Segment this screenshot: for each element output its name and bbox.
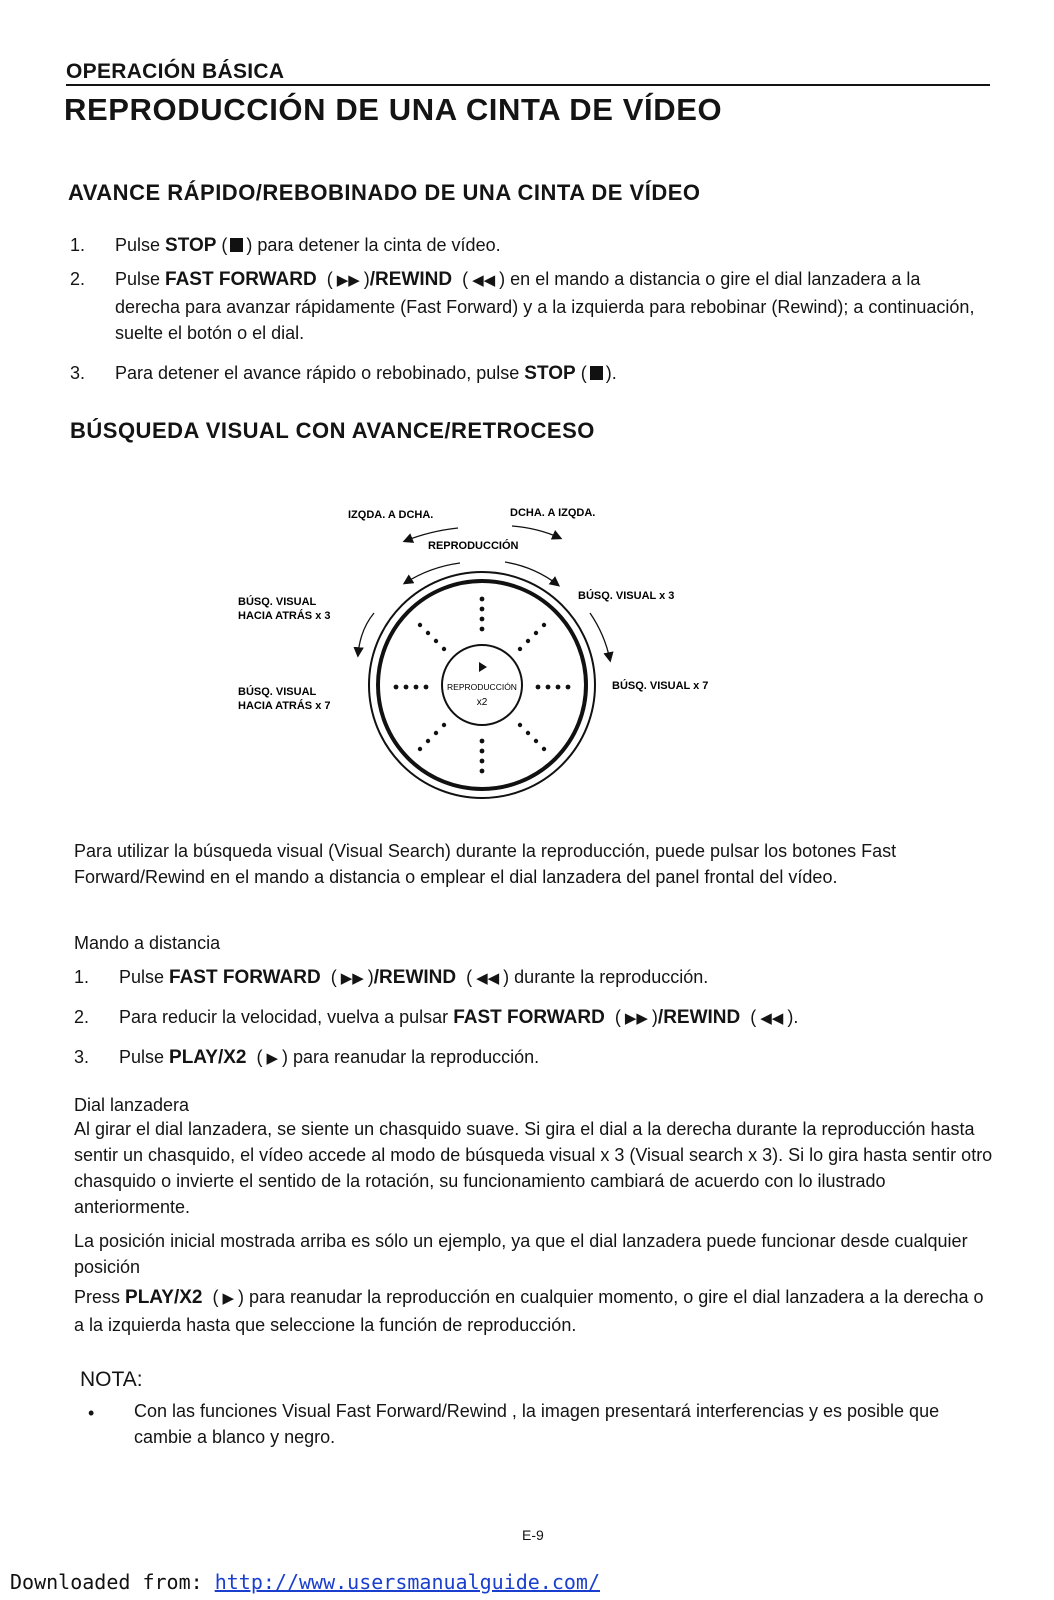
ffrew-heading: AVANCE RÁPIDO/REBOBINADO DE UNA CINTA DE VÍDEO — [68, 180, 701, 205]
arrow-fwd-icon — [590, 613, 610, 660]
stop-key: STOP — [165, 235, 217, 256]
remote-step-1: 1. Pulse FAST FORWARD ( ▶▶ )/REWIND ( ◀◀ ) durante la reproducción. — [74, 964, 994, 992]
step-number: 3. — [70, 363, 86, 383]
label-reverse-x7-line1: BÚSQ. VISUAL — [238, 686, 317, 698]
remote-step-3: 3. Pulse PLAY/X2 ( ▶ ) para reanudar la reproducción. — [74, 1044, 994, 1072]
arrow-ccw-icon — [405, 563, 460, 583]
download-footer: Downloaded from: http://www.usersmanualguide.com/ — [10, 1570, 601, 1594]
bullet-icon: • — [88, 1403, 95, 1423]
note-label: NOTA: — [80, 1368, 143, 1391]
fast-forward-icon: ▶▶ — [624, 1010, 648, 1027]
search-intro: Para utilizar la búsqueda visual (Visual Search) durante la reproducción, puede pulsar los botones Fast Forward/Rewind en el mando a distancia o emplear el dial lanzadera del panel frontal del vídeo. — [74, 841, 897, 887]
dial-paragraph-1: Al girar el dial lanzadera, se siente un chasquido suave. Si gira el dial a la derecha durante la reproducción hasta sentir un chasquido, el vídeo accede al modo de búsqueda visual x 3 (Visual search x 3). Si lo gira hasta sentir otro chasquido o invierte el sentido de la rotación, su funcionamiento cambiará de acuerdo con lo ilustrado anteriormente. — [74, 1119, 993, 1217]
step-number: 1. — [70, 235, 86, 255]
remote-label: Mando a distancia — [74, 933, 221, 953]
label-reverse-x7-line2: HACIA ATRÁS x 7 — [238, 700, 331, 712]
label-playback-arc: REPRODUCCIÓN — [428, 540, 519, 552]
header-rule — [66, 84, 990, 86]
fast-forward-icon: ▶▶ — [336, 272, 360, 289]
arrow-right-icon — [512, 526, 560, 538]
label-forward-x3: BÚSQ. VISUAL x 3 — [578, 590, 675, 602]
rewind-key: /REWIND — [369, 269, 453, 290]
arrow-rev-icon — [358, 613, 374, 655]
stop-key: STOP — [524, 363, 576, 384]
fast-forward-key: FAST FORWARD — [165, 269, 317, 290]
fast-forward-icon: ▶▶ — [340, 970, 364, 987]
center-speed: x2 — [476, 697, 488, 708]
rewind-icon: ◀◀ — [472, 272, 496, 289]
center-label: REPRODUCCIÓN — [447, 682, 517, 692]
label-right-to-left: DCHA. A IZQDA. — [510, 507, 596, 519]
label-forward-x7: BÚSQ. VISUAL x 7 — [612, 680, 709, 692]
stop-icon — [230, 238, 243, 252]
play-icon: ▶ — [266, 1050, 279, 1067]
page-title: REPRODUCCIÓN DE UNA CINTA DE VÍDEO — [64, 92, 723, 127]
ffrew-step-3: 3. Para detener el avance rápido o rebobinado, pulse STOP ( ). — [70, 360, 990, 387]
step-number: 2. — [70, 269, 86, 289]
label-left-to-right: IZQDA. A DCHA. — [348, 509, 434, 521]
source-link[interactable]: http://www.usersmanualguide.com/ — [214, 1570, 601, 1594]
label-reverse-x3-line2: HACIA ATRÁS x 3 — [238, 610, 331, 622]
label-reverse-x3-line1: BÚSQ. VISUAL — [238, 596, 317, 608]
dial-paragraph-3: Press PLAY/X2 ( ▶ ) para reanudar la reproducción en cualquier momento, o gire el dial lanzadera a la derecha o a la izquierda hasta que seleccione la función de reproducción. — [74, 1287, 984, 1335]
rewind-icon: ◀◀ — [476, 970, 500, 987]
dial-label: Dial lanzadera — [74, 1095, 190, 1115]
section-label: OPERACIÓN BÁSICA — [66, 60, 285, 83]
dial-paragraph-2: La posición inicial mostrada arriba es sólo un ejemplo, ya que el dial lanzadera puede funcionar desde cualquier posición — [74, 1231, 968, 1277]
note-text: Con las funciones Visual Fast Forward/Rewind , la imagen presentará interferencias y es posible que cambie a blanco y negro. — [134, 1401, 940, 1447]
remote-step-2: 2. Para reducir la velocidad, vuelva a pulsar FAST FORWARD ( ▶▶ )/REWIND ( ◀◀ ). — [74, 1004, 994, 1032]
arrow-cw-icon — [505, 562, 558, 585]
stop-icon — [590, 366, 603, 380]
ffrew-step-1: 1. Pulse STOP ( ) para detener la cinta de vídeo. — [70, 232, 990, 259]
search-heading: BÚSQUEDA VISUAL CON AVANCE/RETROCESO — [70, 418, 595, 443]
shuttle-dial-diagram — [220, 495, 760, 815]
page-number: E-9 — [522, 1527, 544, 1543]
play-icon: ▶ — [222, 1290, 235, 1307]
rewind-icon: ◀◀ — [760, 1010, 784, 1027]
ffrew-step-2: 2. Pulse FAST FORWARD ( ▶▶ )/REWIND ( ◀◀ ) en el mando a distancia o gire el dial lanzadera a la derecha para avanzar rápidamente (Fast Forward) y a la izquierda para rebobinar (Rewind); a continuación, suelte el botón o el dial. — [70, 266, 990, 346]
